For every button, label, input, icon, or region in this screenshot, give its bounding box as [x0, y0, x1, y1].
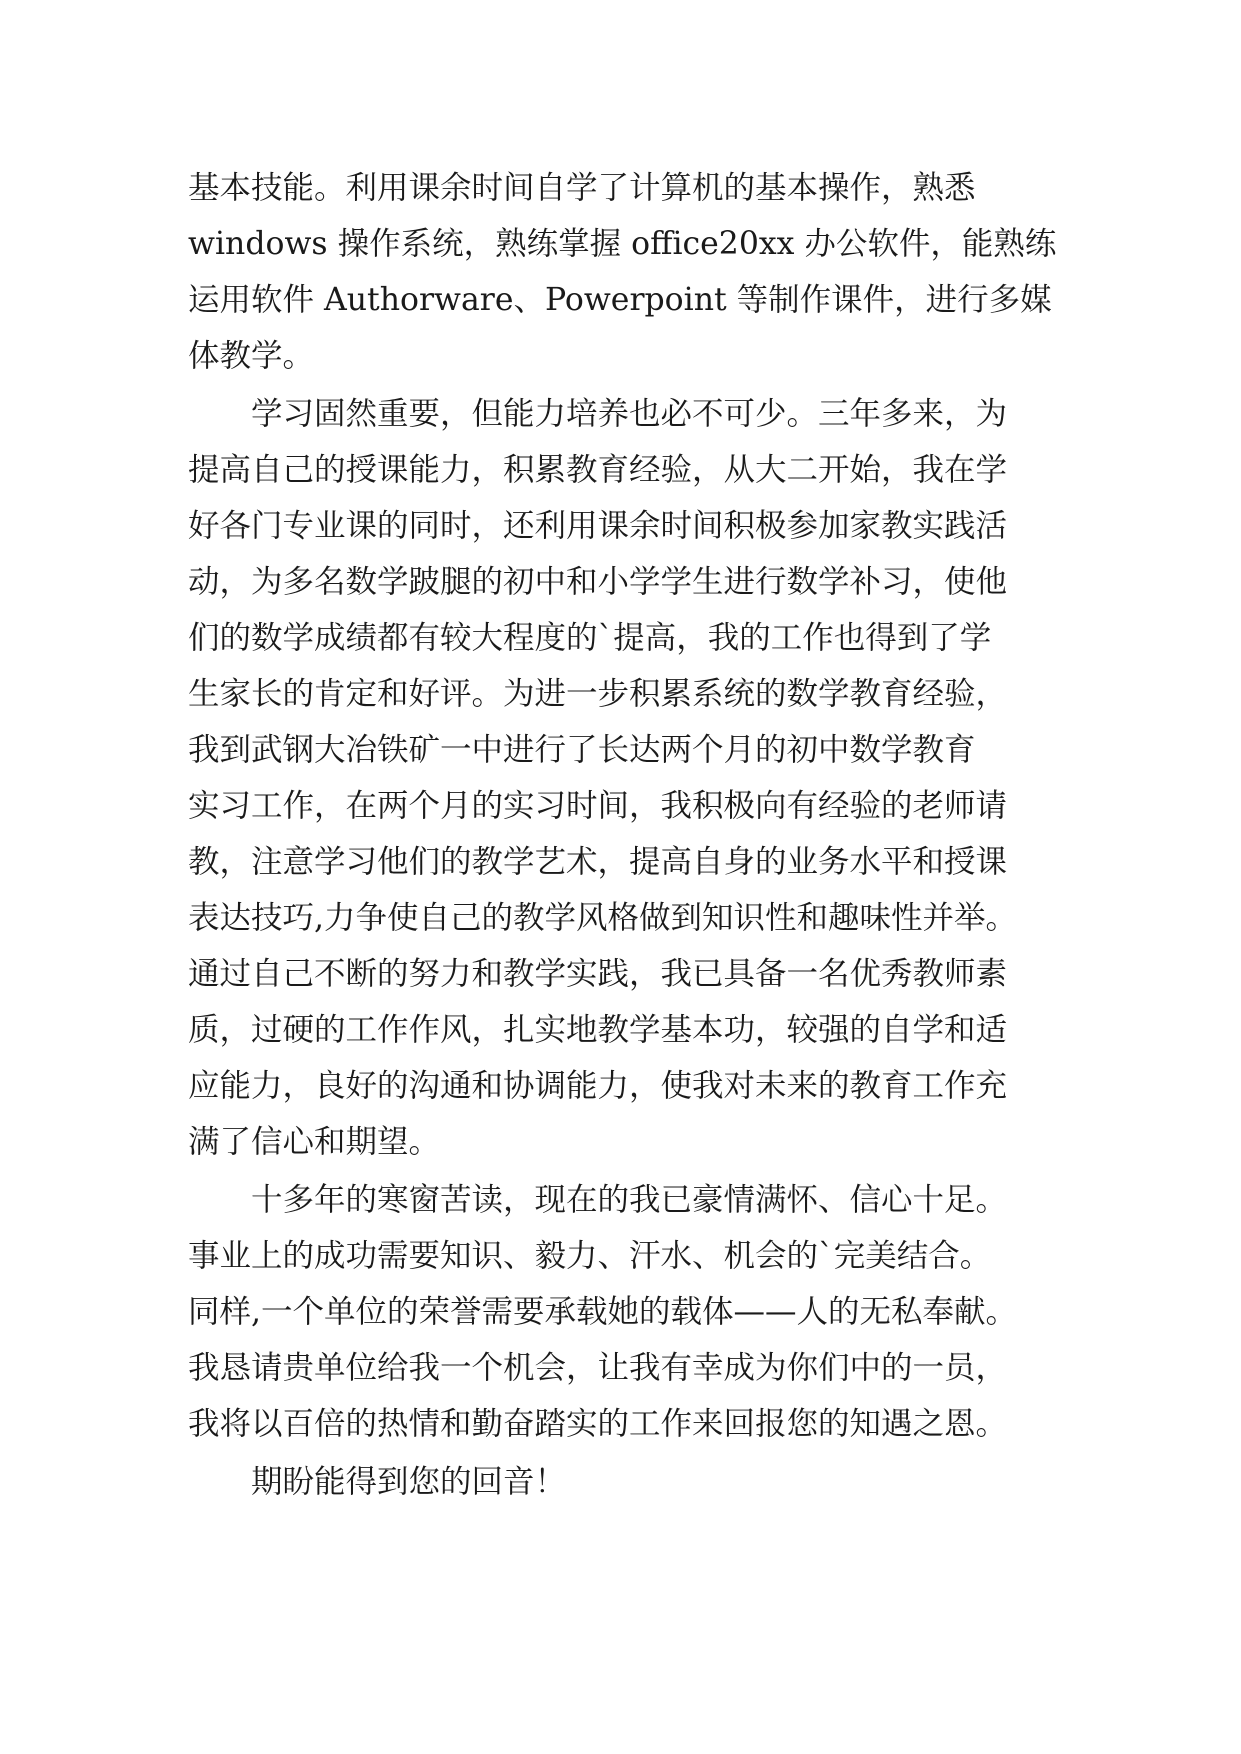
text-line: windows 操作系统，熟练掌握 office20xx 办公软件，能熟练 — [188, 226, 1057, 262]
text-line: 我到武钢大冶铁矿一中进行了长达两个月的初中数学教育 — [188, 732, 976, 768]
text-line: 好各门专业课的同时，还利用课余时间积极参加家教实践活 — [188, 508, 1008, 544]
text-line: 实习工作，在两个月的实习时间，我积极向有经验的老师请 — [188, 788, 1008, 824]
text-line: 运用软件 Authorware、Powerpoint 等制作课件，进行多媒 — [188, 282, 1052, 318]
text-line: 事业上的成功需要知识、毅力、汗水、机会的`完美结合。 — [188, 1238, 992, 1274]
text-line: 质，过硬的工作作风，扎实地教学基本功，较强的自学和适 — [188, 1012, 1008, 1048]
text-line: 体教学。 — [188, 338, 315, 374]
text-line: 应能力，良好的沟通和协调能力，使我对未来的教育工作充 — [188, 1068, 1008, 1104]
text-line: 们的数学成绩都有较大程度的`提高，我的工作也得到了学 — [188, 620, 992, 656]
text-line: 通过自己不断的努力和教学实践，我已具备一名优秀教师素 — [188, 956, 1008, 992]
text-line: 我将以百倍的热情和勤奋踏实的工作来回报您的知遇之恩。 — [188, 1406, 1008, 1442]
text-line: 我恳请贵单位给我一个机会，让我有幸成为你们中的一员， — [188, 1350, 1008, 1386]
text-line: 教，注意学习他们的教学艺术，提高自身的业务水平和授课 — [188, 844, 1008, 880]
text-line: 满了信心和期望。 — [188, 1124, 441, 1160]
text-line: 基本技能。利用课余时间自学了计算机的基本操作，熟悉 — [188, 170, 976, 206]
text-line: 学习固然重要，但能力培养也必不可少。三年多来，为 — [251, 396, 1008, 432]
text-line: 期盼能得到您的回音！ — [251, 1464, 567, 1500]
text-line: 动，为多名数学跛腿的初中和小学学生进行数学补习，使他 — [188, 564, 1008, 600]
text-line: 提高自己的授课能力，积累教育经验，从大二开始，我在学 — [188, 452, 1008, 488]
text-line: 十多年的寒窗苦读，现在的我已豪情满怀、信心十足。 — [251, 1182, 1008, 1218]
text-line: 表达技巧,力争使自己的教学风格做到知识性和趣味性并举。 — [188, 900, 1018, 936]
text-line: 同样,一个单位的荣誉需要承载她的载体——人的无私奉献。 — [188, 1294, 1018, 1330]
text-line: 生家长的肯定和好评。为进一步积累系统的数学教育经验， — [188, 676, 1008, 712]
